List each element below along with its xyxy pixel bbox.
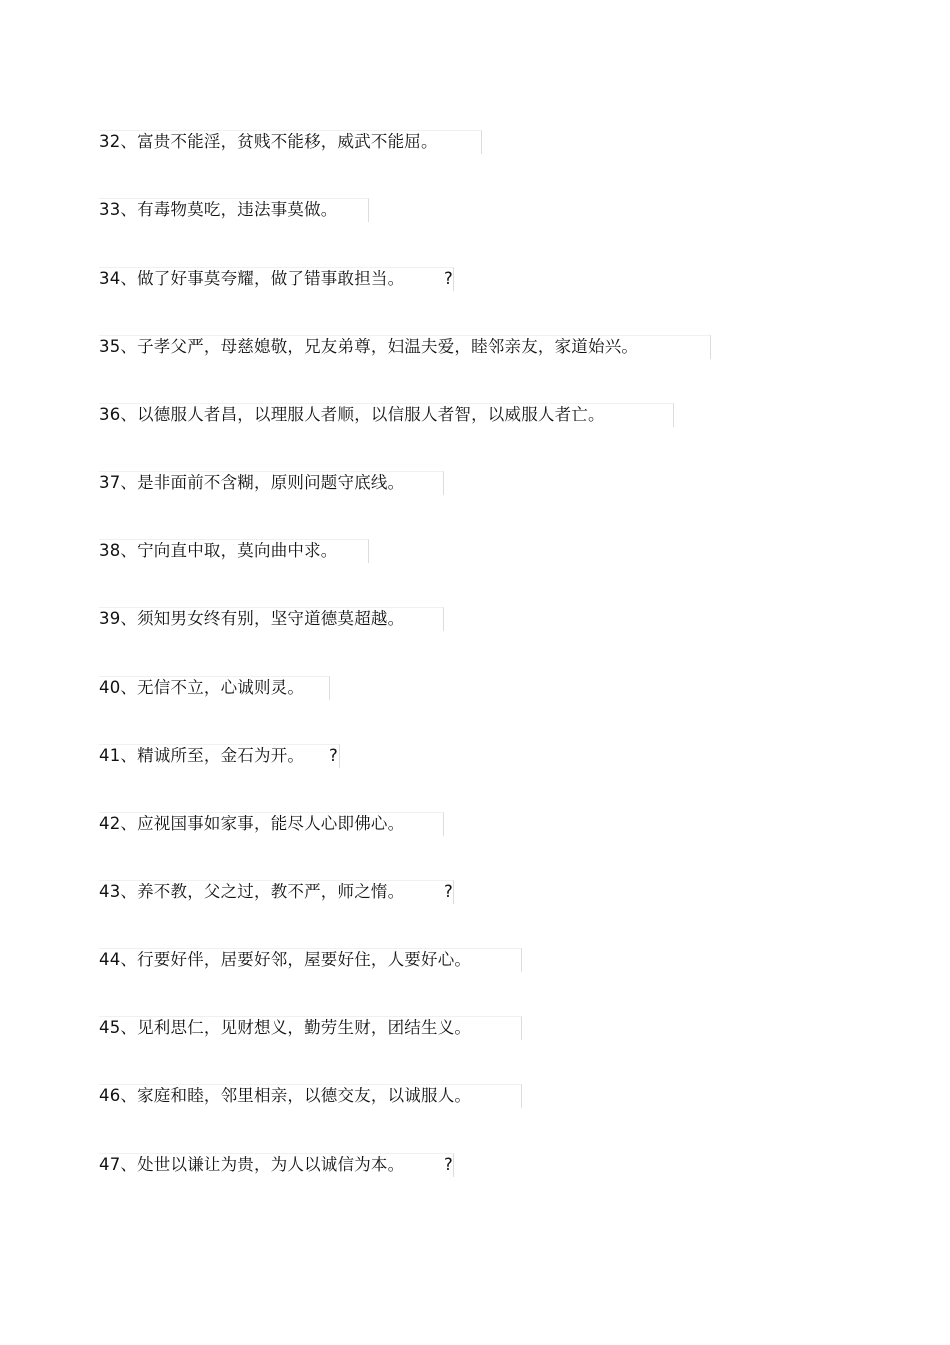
question-mark: ? bbox=[329, 746, 338, 765]
line-text: 精诚所至，金石为开。 bbox=[137, 746, 305, 765]
text-line bbox=[99, 335, 638, 359]
line-number: 41、 bbox=[99, 746, 138, 765]
question-mark: ? bbox=[444, 1155, 453, 1174]
line-number: 33、 bbox=[99, 200, 138, 219]
line-text: 富贵不能淫，贫贱不能移，威武不能屈。 bbox=[137, 132, 438, 151]
text-line bbox=[99, 403, 605, 427]
text-line bbox=[99, 880, 453, 904]
line-number: 35、 bbox=[99, 337, 138, 356]
line-number: 44、 bbox=[99, 950, 138, 969]
text-line bbox=[99, 812, 404, 836]
line-text: 是非面前不含糊，原则问题守底线。 bbox=[137, 473, 405, 492]
text-line bbox=[99, 267, 453, 291]
line-text: 处世以谦让为贵，为人以诚信为本。 bbox=[137, 1155, 405, 1174]
line-text: 以德服人者昌，以理服人者顺，以信服人者智，以威服人者亡。 bbox=[137, 405, 605, 424]
line-text: 行要好伴，居要好邻，屋要好住，人要好心。 bbox=[137, 950, 472, 969]
line-text: 无信不立，心诚则灵。 bbox=[137, 678, 305, 697]
question-mark: ? bbox=[444, 269, 453, 288]
line-number: 46、 bbox=[99, 1086, 138, 1105]
line-text: 宁向直中取，莫向曲中求。 bbox=[137, 541, 338, 560]
line-number: 43、 bbox=[99, 882, 138, 901]
line-number: 40、 bbox=[99, 678, 138, 697]
line-text: 养不教，父之过，教不严，师之惰。 bbox=[137, 882, 405, 901]
line-number: 38、 bbox=[99, 541, 138, 560]
text-line bbox=[99, 539, 338, 563]
line-number: 45、 bbox=[99, 1018, 138, 1037]
line-text: 须知男女终有别，坚守道德莫超越。 bbox=[137, 609, 405, 628]
text-line bbox=[99, 948, 471, 972]
line-number: 37、 bbox=[99, 473, 138, 492]
line-text: 见利思仁，见财想义，勤劳生财，团结生义。 bbox=[137, 1018, 472, 1037]
text-line bbox=[99, 1084, 471, 1108]
text-line bbox=[99, 607, 404, 631]
text-line bbox=[99, 676, 304, 700]
line-text: 子孝父严，母慈媳敬，兄友弟尊，妇温夫爱，睦邻亲友，家道始兴。 bbox=[137, 337, 639, 356]
text-line bbox=[99, 1016, 471, 1040]
line-number: 42、 bbox=[99, 814, 138, 833]
line-number: 39、 bbox=[99, 609, 138, 628]
text-line bbox=[99, 471, 404, 495]
line-number: 47、 bbox=[99, 1155, 138, 1174]
line-number: 34、 bbox=[99, 269, 138, 288]
question-mark: ? bbox=[444, 882, 453, 901]
line-number: 32、 bbox=[99, 132, 138, 151]
line-number: 36、 bbox=[99, 405, 138, 424]
line-text: 应视国事如家事，能尽人心即佛心。 bbox=[137, 814, 405, 833]
line-text: 有毒物莫吃，违法事莫做。 bbox=[137, 200, 338, 219]
text-line bbox=[99, 198, 338, 222]
text-line bbox=[99, 1153, 453, 1177]
text-line bbox=[99, 130, 438, 154]
line-text: 做了好事莫夸耀，做了错事敢担当。 bbox=[137, 269, 405, 288]
line-text: 家庭和睦，邻里相亲，以德交友，以诚服人。 bbox=[137, 1086, 472, 1105]
text-line bbox=[99, 744, 338, 768]
